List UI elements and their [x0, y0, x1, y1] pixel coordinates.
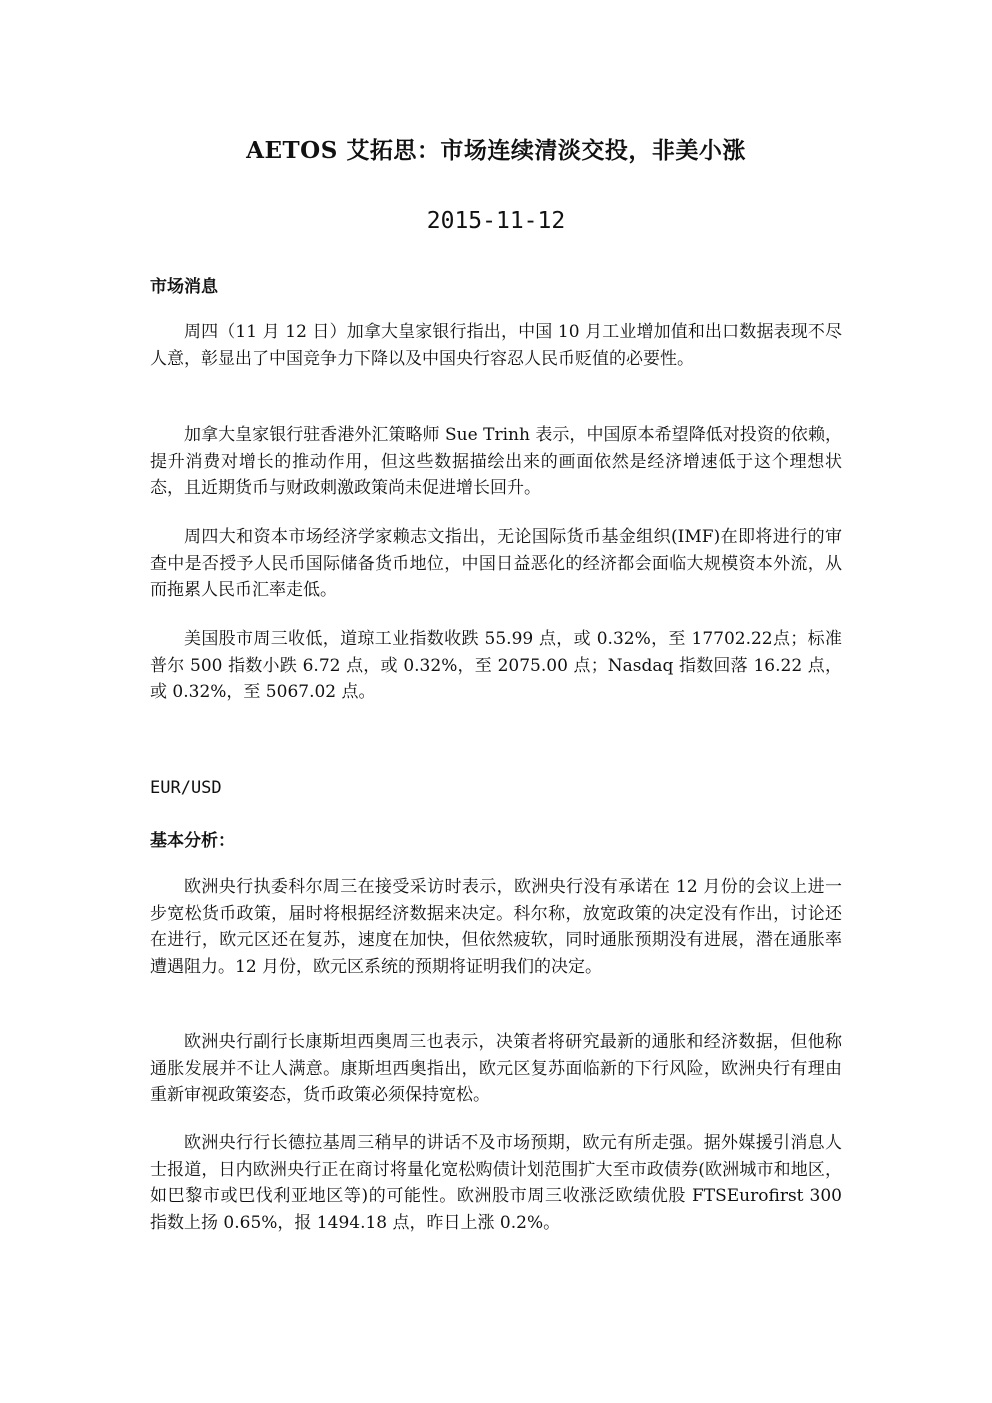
fundamental-analysis-heading: 基本分析：	[150, 831, 235, 851]
document-date: 2015-11-12	[426, 208, 566, 234]
currency-pair-heading: EUR/USD	[150, 778, 222, 798]
market-news-heading: 市场消息	[150, 277, 218, 297]
paragraph: 欧洲央行执委科尔周三在接受采访时表示，欧洲央行没有承诺在 12 月份的会议上进一步宽松货币政策，届时将根据经济数据来决定。科尔称，放宽政策的决定没有作出，讨论还在进行，欧元区还在复苏，速度在加快，但依然疲软，同时通胀预期没有进展，潜在通胀率遭遇阻力。12 月份，欧元区系统的预期将证明我们的决定。	[150, 877, 842, 977]
paragraph: 美国股市周三收低，道琼工业指数收跌 55.99 点，或 0.32%，至 17702.22点；标准普尔 500 指数小跌 6.72 点，或 0.32%，至 2075.00 点；Nasdaq 指数回落 16.22 点，或 0.32%，至 5067.02 点。	[150, 629, 842, 702]
paragraph: 欧洲央行副行长康斯坦西奥周三也表示，决策者将研究最新的通胀和经济数据，但他称通胀发展并不让人满意。康斯坦西奥指出，欧元区复苏面临新的下行风险，欧洲央行有理由重新审视政策姿态，货币政策必须保持宽松。	[150, 1032, 842, 1105]
paragraph: 周四大和资本市场经济学家赖志文指出，无论国际货币基金组织(IMF)在即将进行的审查中是否授予人民币国际储备货币地位，中国日益恶化的经济都会面临大规模资本外流，从而拖累人民币汇率走低。	[150, 527, 842, 600]
paragraph: 加拿大皇家银行驻香港外汇策略师 Sue Trinh 表示，中国原本希望降低对投资的依赖，提升消费对增长的推动作用，但这些数据描绘出来的画面依然是经济增速低于这个理想状态，且近期货币与财政刺激政策尚未促进增长回升。	[150, 425, 842, 498]
document-title: AETOS 艾拓思：市场连续清淡交投，非美小涨	[246, 137, 746, 164]
paragraph: 欧洲央行行长德拉基周三稍早的讲话不及市场预期，欧元有所走强。据外媒援引消息人士报道，日内欧洲央行正在商讨将量化宽松购债计划范围扩大至市政债券(欧洲城市和地区，如巴黎市或巴伐利亚地区等)的可能性。欧洲股市周三收涨泛欧绩优股 FTSEurofirst 300 指数上扬 0.65%，报 1494.18 点，昨日上涨 0.2%。	[150, 1133, 842, 1233]
paragraph: 周四（11 月 12 日）加拿大皇家银行指出，中国 10 月工业增加值和出口数据表现不尽人意，彰显出了中国竞争力下降以及中国央行容忍人民币贬值的必要性。	[150, 322, 842, 369]
